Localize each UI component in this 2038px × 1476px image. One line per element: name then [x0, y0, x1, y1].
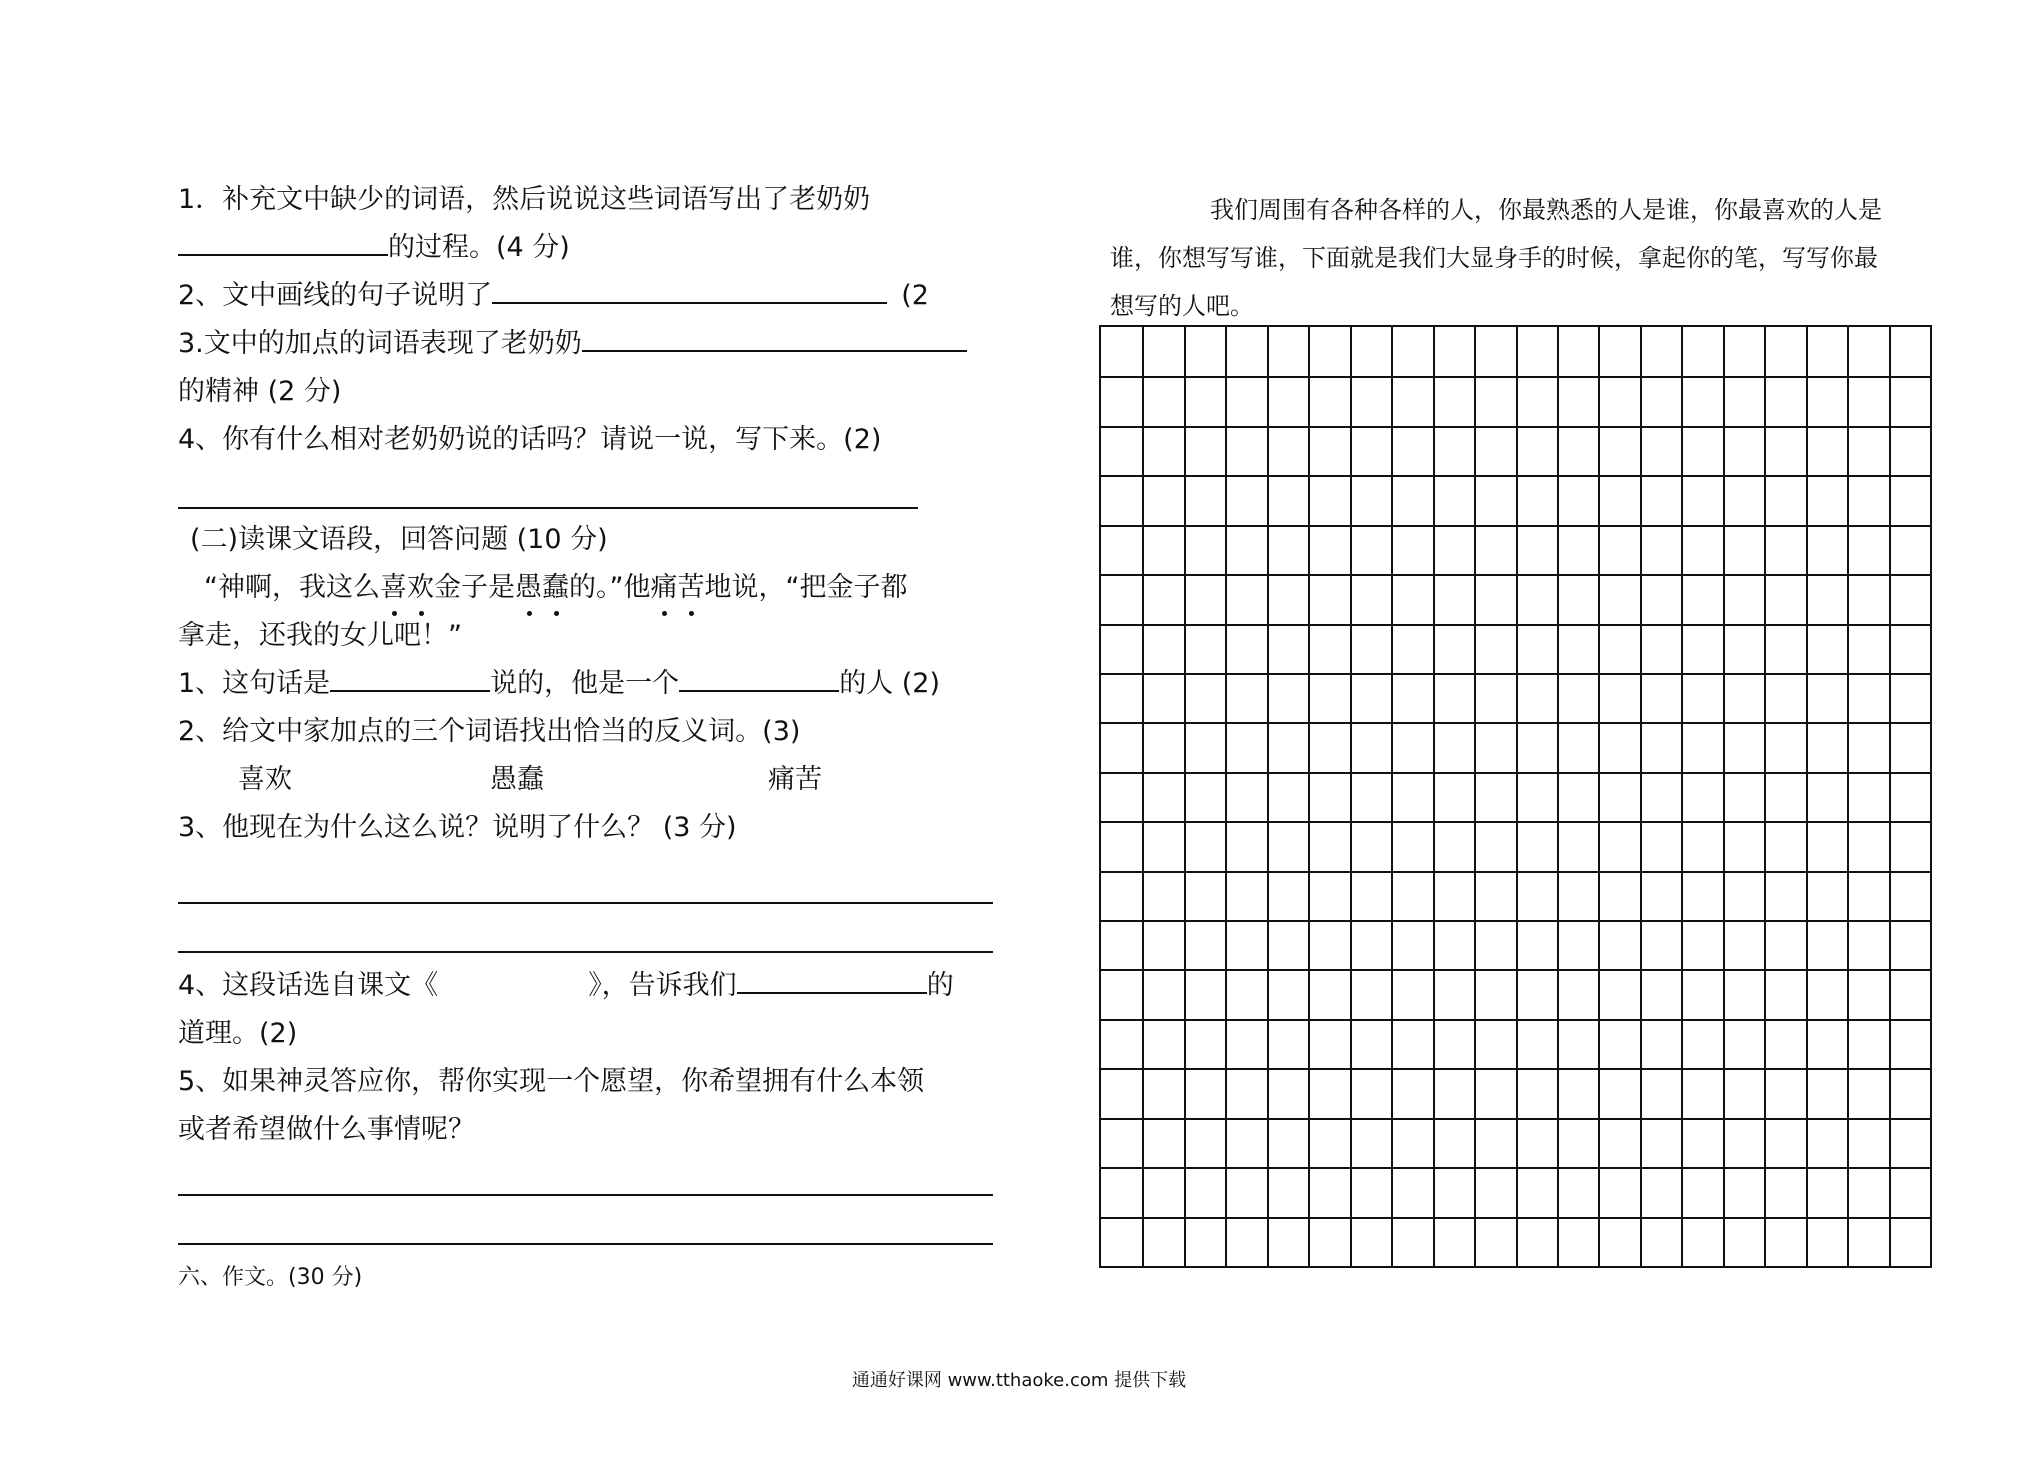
grid-column-line [1847, 327, 1849, 1266]
section-2-question-2: 2、给文中家加点的三个词语找出恰当的反义词。(3) [178, 716, 801, 747]
grid-column-line [1391, 327, 1393, 1266]
section-6-title: 六、作文。(30 分) [178, 1265, 363, 1290]
grid-row-line [1101, 673, 1930, 675]
answer-blank[interactable] [679, 664, 839, 692]
grid-row-line [1101, 624, 1930, 626]
question-3-line2: 的精神 (2 分) [178, 376, 342, 407]
grid-column-line [1764, 327, 1766, 1266]
passage-line-1 [204, 568, 908, 608]
question-4: 4、你有什么相对老奶奶说的话吗？请说一说，写下来。(2) [178, 424, 882, 455]
passage-text: “神啊，我这么 [204, 572, 380, 603]
dotted-char: 喜 [380, 568, 407, 608]
antonym-word-2: 愚蠢 [490, 764, 544, 795]
answer-line[interactable] [178, 902, 993, 904]
grid-row-line [1101, 871, 1930, 873]
answer-line[interactable] [178, 1194, 993, 1196]
essay-prompt-line3: 想写的人吧。 [1110, 292, 1254, 320]
grid-column-line [1681, 327, 1683, 1266]
grid-column-line [1516, 327, 1518, 1266]
grid-column-line [1474, 327, 1476, 1266]
grid-column-line [1350, 327, 1352, 1266]
dotted-char: 苦 [678, 568, 705, 608]
grid-column-line [1723, 327, 1725, 1266]
grid-column-line [1806, 327, 1808, 1266]
question-2-score: (2 [901, 280, 929, 311]
grid-column-line [1557, 327, 1559, 1266]
section-2-question-5-line2: 或者希望做什么事情呢？ [178, 1114, 475, 1145]
dotted-char: 痛 [651, 568, 678, 608]
answer-blank[interactable] [330, 664, 490, 692]
grid-row-line [1101, 475, 1930, 477]
dotted-char: 欢 [407, 568, 434, 608]
section-2-question-4-line2: 道理。(2) [178, 1018, 298, 1049]
grid-row-line [1101, 772, 1930, 774]
grid-column-line [1142, 327, 1144, 1266]
question-text: 4、这段话选自课文《 [178, 970, 439, 1001]
question-1-line2 [178, 228, 570, 268]
grid-column-line [1308, 327, 1310, 1266]
grid-row-line [1101, 821, 1930, 823]
essay-prompt-line1: 我们周围有各种各样的人，你最熟悉的人是谁，你最喜欢的人是 [1210, 196, 1882, 224]
footer-source: 通通好课网 www.tthaoke.com 提供下载 [851, 1370, 1187, 1391]
grid-row-line [1101, 1019, 1930, 1021]
question-1-line1: 1．补充文中缺少的词语，然后说说这些词语写出了老奶奶 [178, 184, 871, 215]
grid-row-line [1101, 1167, 1930, 1169]
question-text: 》，告诉我们 [588, 970, 737, 1001]
antonym-word-1: 喜欢 [238, 764, 292, 795]
grid-row-line [1101, 1118, 1930, 1120]
question-text: 1、这句话是 [178, 668, 331, 699]
section-2-title: (二)读课文语段，回答问题 (10 分) [190, 524, 608, 555]
essay-prompt-line2: 谁，你想写写谁，下面就是我们大显身手的时候，拿起你的笔，写写你最 [1110, 244, 1878, 272]
grid-row-line [1101, 1068, 1930, 1070]
question-3-line1 [178, 324, 967, 364]
dotted-char: 蠢 [542, 568, 569, 608]
grid-row-line [1101, 969, 1930, 971]
grid-row-line [1101, 722, 1930, 724]
answer-blank[interactable] [178, 228, 388, 256]
grid-row-line [1101, 1217, 1930, 1219]
answer-line[interactable] [178, 951, 993, 953]
question-text: 的 [926, 970, 954, 1001]
grid-column-line [1225, 327, 1227, 1266]
grid-row-line [1101, 920, 1930, 922]
answer-blank[interactable] [737, 966, 927, 994]
question-2-text: 2、文中画线的句子说明了 [178, 280, 493, 311]
answer-line[interactable] [178, 1243, 993, 1245]
grid-column-line [1267, 327, 1269, 1266]
grid-row-line [1101, 376, 1930, 378]
passage-text: 金子是 [434, 572, 515, 603]
passage-text: 的。”他 [569, 572, 651, 603]
section-2-question-4 [178, 966, 954, 1006]
answer-blank[interactable] [582, 324, 967, 352]
question-2 [178, 276, 929, 316]
passage-text: 地说，“把金子都 [704, 572, 908, 603]
grid-column-line [1598, 327, 1600, 1266]
grid-column-line [1184, 327, 1186, 1266]
question-text: 的人 (2) [839, 668, 941, 699]
grid-row-line [1101, 525, 1930, 527]
grid-column-line [1640, 327, 1642, 1266]
answer-line[interactable] [178, 507, 918, 509]
grid-row-line [1101, 574, 1930, 576]
dotted-char: 愚 [515, 568, 542, 608]
antonym-word-3: 痛苦 [768, 764, 822, 795]
passage-line-2: 拿走，还我的女儿吧！” [178, 620, 462, 651]
question-3-text: 3.文中的加点的词语表现了老奶奶 [178, 328, 582, 359]
essay-writing-grid[interactable] [1099, 325, 1932, 1268]
question-1-suffix: 的过程。(4 分) [388, 232, 570, 263]
grid-row-line [1101, 426, 1930, 428]
grid-column-line [1433, 327, 1435, 1266]
question-text: 说的，他是一个 [490, 668, 680, 699]
section-2-question-5-line1: 5、如果神灵答应你，帮你实现一个愿望，你希望拥有什么本领 [178, 1066, 925, 1097]
section-2-question-3: 3、他现在为什么这么说？说明了什么？ (3 分) [178, 812, 737, 843]
section-2-question-1 [178, 664, 940, 704]
answer-blank[interactable] [492, 276, 887, 304]
grid-column-line [1889, 327, 1891, 1266]
